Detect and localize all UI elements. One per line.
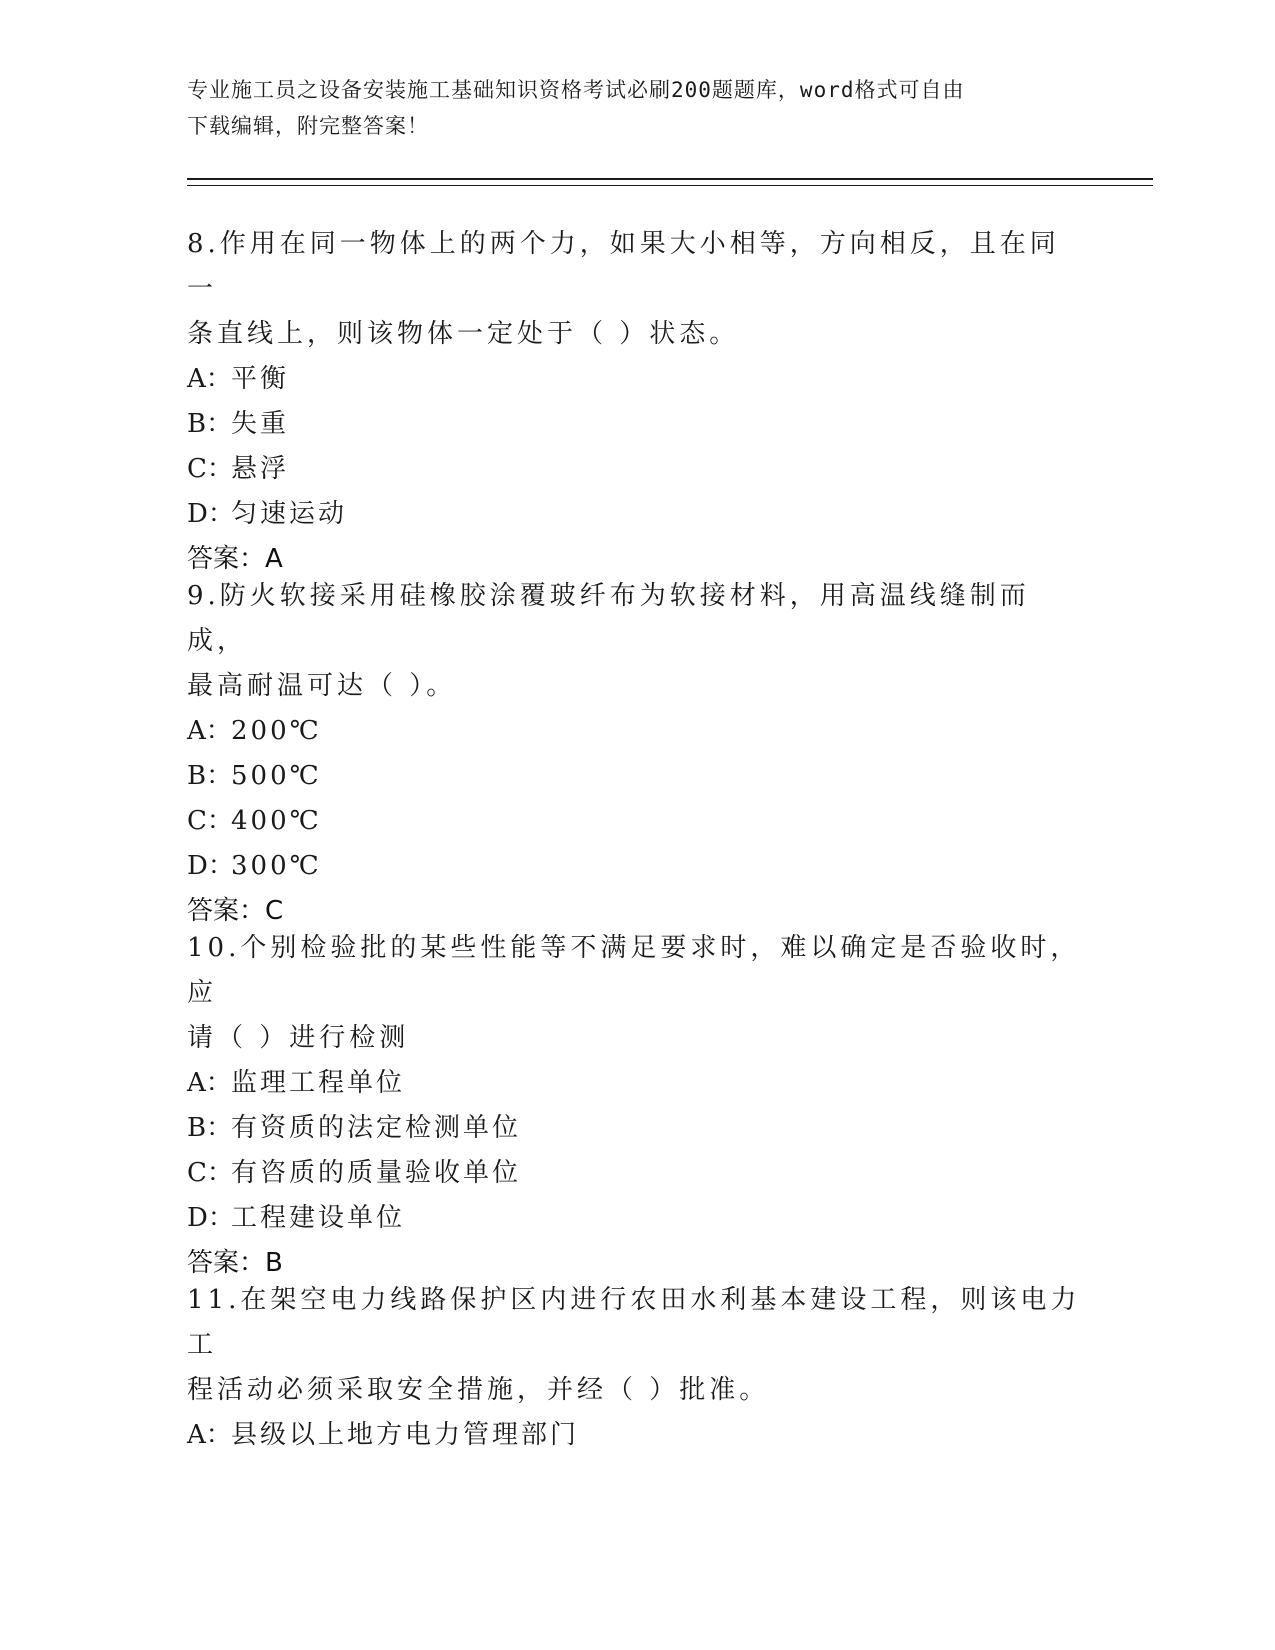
- answer-line: 答案：B: [187, 1248, 283, 1278]
- option-text: 300℃: [231, 851, 322, 881]
- option-b: [187, 1106, 1087, 1151]
- question-10: [187, 926, 1087, 1286]
- question-stem-line-2: 请（ ）进行检测: [187, 1023, 410, 1053]
- option-c: [187, 799, 1087, 844]
- question-8: [187, 222, 1087, 582]
- question-stem-line-2: 条直线上，则该物体一定处于（ ）状态。: [187, 319, 740, 349]
- option-label: B：: [187, 409, 233, 439]
- question-stem-line-1: 10.个别检验批的某些性能等不满足要求时，难以确定是否验收时，应: [187, 933, 1081, 1008]
- option-text: 县级以上地方电力管理部门: [231, 1420, 580, 1450]
- option-label: A：: [187, 1068, 232, 1098]
- option-a: [187, 357, 1087, 402]
- question-stem-line-1: 9.防火软接采用硅橡胶涂覆玻纤布为软接材料，用高温线缝制而成，: [187, 581, 1030, 656]
- option-label: A：: [187, 364, 232, 394]
- option-label: B：: [187, 1113, 233, 1143]
- option-text: 匀速运动: [231, 499, 348, 529]
- option-text: 工程建设单位: [231, 1203, 406, 1233]
- header-divider-thin: [187, 185, 1153, 186]
- question-9: [187, 574, 1087, 934]
- option-label: C：: [187, 1158, 233, 1188]
- option-text: 200℃: [231, 716, 322, 746]
- question-11: [187, 1278, 1087, 1458]
- option-b: [187, 754, 1087, 799]
- question-stem-line-2: 程活动必须采取安全措施，并经（ ）批准。: [187, 1375, 770, 1405]
- option-text: 监理工程单位: [231, 1068, 406, 1098]
- option-d: [187, 492, 1087, 537]
- option-text: 悬浮: [231, 454, 290, 484]
- header-line-1: 专业施工员之设备安装施工基础知识资格考试必刷200题题库，word格式可自由: [187, 78, 965, 102]
- question-stem-line-2: 最高耐温可达（ ）。: [187, 671, 457, 701]
- option-label: C：: [187, 454, 233, 484]
- option-text: 500℃: [231, 761, 322, 791]
- option-text: 400℃: [231, 806, 322, 836]
- option-label: B：: [187, 761, 233, 791]
- option-label: D：: [187, 851, 234, 881]
- option-label: D：: [187, 1203, 234, 1233]
- answer-line: 答案：C: [187, 896, 284, 926]
- answer-line: 答案：A: [187, 544, 283, 574]
- question-stem-line-1: 11.在架空电力线路保护区内进行农田水利基本建设工程，则该电力工: [187, 1285, 1081, 1360]
- option-label: A：: [187, 1420, 232, 1450]
- option-b: [187, 402, 1087, 447]
- option-text: 失重: [231, 409, 290, 439]
- option-label: A：: [187, 716, 232, 746]
- question-stem-line-1: 8.作用在同一物体上的两个力，如果大小相等，方向相反，且在同一: [187, 229, 1060, 304]
- option-text: 平衡: [231, 364, 290, 394]
- document-header: [187, 72, 1087, 144]
- option-a: [187, 1413, 1087, 1458]
- option-d: [187, 844, 1087, 889]
- header-divider: [187, 178, 1153, 180]
- option-a: [187, 1061, 1087, 1106]
- option-d: [187, 1196, 1087, 1241]
- header-line-2: 下载编辑，附完整答案！: [187, 114, 429, 138]
- option-a: [187, 709, 1087, 754]
- option-label: C：: [187, 806, 233, 836]
- option-label: D：: [187, 499, 234, 529]
- option-c: [187, 447, 1087, 492]
- option-text: 有资质的法定检测单位: [231, 1113, 522, 1143]
- option-c: [187, 1151, 1087, 1196]
- option-text: 有咨质的质量验收单位: [231, 1158, 522, 1188]
